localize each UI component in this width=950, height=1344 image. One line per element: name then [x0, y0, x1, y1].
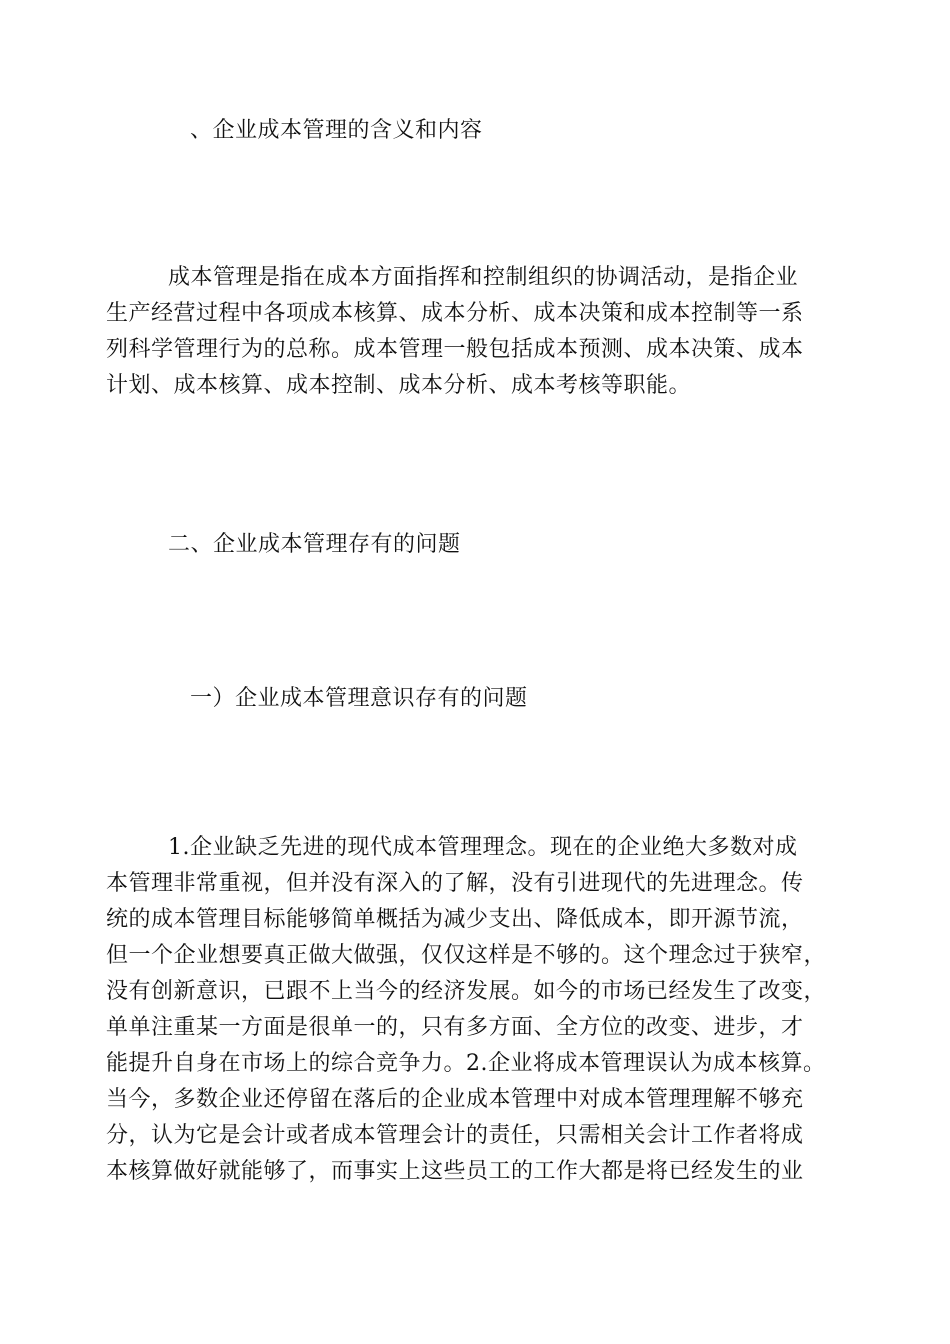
subsection-heading-1: 一）企业成本管理意识存有的问题 — [190, 686, 528, 711]
paragraph-line: 能提升自身在市场上的综合竞争力。2.企业将成本管理误认为成本核算。 — [106, 1051, 826, 1076]
paragraph-line — [106, 260, 846, 296]
paragraph-line: 单单注重某一方面是很单一的，只有多方面、全方位的改变、进步，才 — [106, 1015, 804, 1040]
section-heading-2: 二、企业成本管理存有的问题 — [168, 532, 461, 557]
paragraph-line: 生产经营过程中各项成本核算、成本分析、成本决策和成本控制等一系 — [106, 301, 804, 326]
paragraph-line — [106, 830, 846, 866]
paragraph-line: 计划、成本核算、成本控制、成本分析、成本考核等职能。 — [106, 373, 692, 398]
paragraph-line-text: 成本管理是指在成本方面指挥和控制组织的协调活动，是指企业 — [168, 265, 799, 290]
section-heading-1: 、企业成本管理的含义和内容 — [190, 118, 483, 143]
paragraph-line: 列科学管理行为的总称。成本管理一般包括成本预测、成本决策、成本 — [106, 337, 804, 362]
paragraph-line: 没有创新意识，已跟不上当今的经济发展。如今的市场已经发生了改变， — [106, 979, 827, 1004]
paragraph-line: 但一个企业想要真正做大做强，仅仅这样是不够的。这个理念过于狭窄， — [106, 943, 827, 968]
paragraph-line: 分，认为它是会计或者成本管理会计的责任，只需相关会计工作者将成 — [106, 1123, 804, 1148]
paragraph-line: 本核算做好就能够了，而事实上这些员工的工作大都是将已经发生的业 — [106, 1159, 804, 1184]
paragraph-cost-management-definition — [106, 260, 846, 404]
paragraph-line: 当今，多数企业还停留在落后的企业成本管理中对成本管理理解不够充 — [106, 1087, 804, 1112]
paragraph-line: 统的成本管理目标能够简单概括为减少支出、降低成本，即开源节流， — [106, 907, 804, 932]
paragraph-line-text: 1.企业缺乏先进的现代成本管理理念。现在的企业绝大多数对成 — [168, 835, 798, 860]
paragraph-cost-awareness-problems — [106, 830, 846, 1190]
paragraph-line: 本管理非常重视，但并没有深入的了解，没有引进现代的先进理念。传 — [106, 871, 804, 896]
